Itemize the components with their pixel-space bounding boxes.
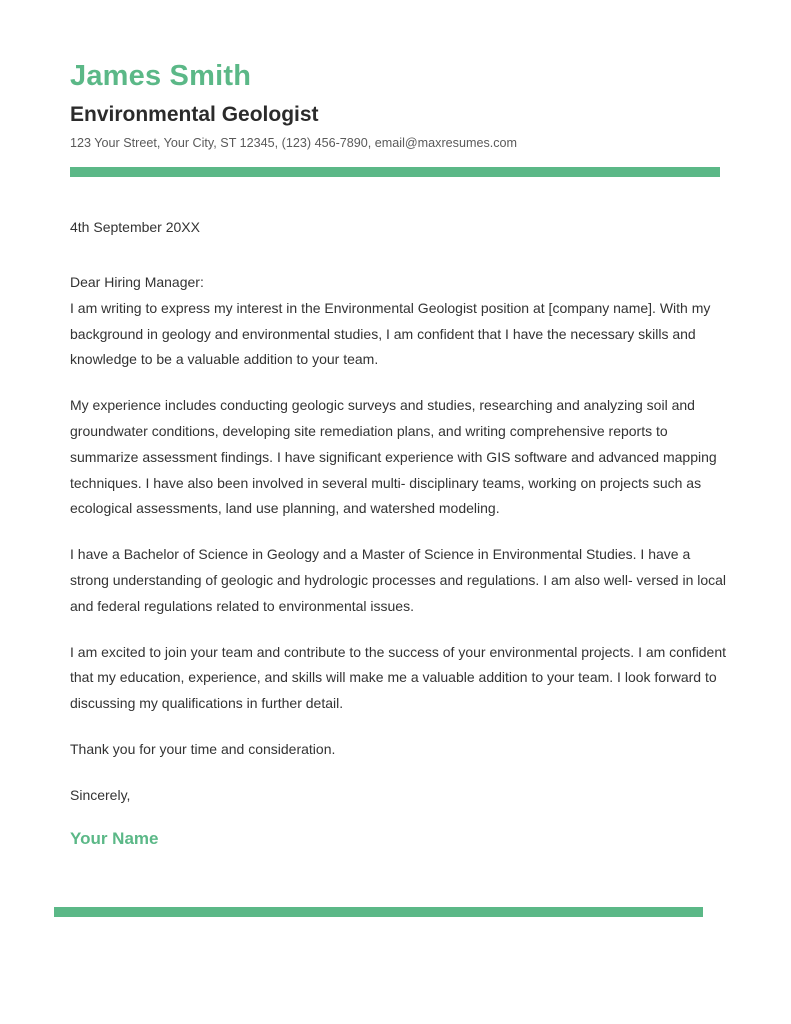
paragraph-education: I have a Bachelor of Science in Geology and a Master of Science in Environmental Studies. I have a strong understanding of geologic and hydrologic processes and regulations. I am also well- versed in local and federal regulations related to environmental issues. [70,546,727,614]
contact-info: 123 Your Street, Your City, ST 12345, (123) 456-7890, email@maxresumes.com [70,136,518,150]
sign-off: Sincerely, [70,786,131,803]
header-divider [70,167,720,177]
salutation: Dear Hiring Manager: [70,274,204,290]
applicant-name: James Smith [70,60,252,92]
paragraph-closing: I am excited to join your team and contribute to the success of your environmental projects. I am confident that my education, experience, and skills will make me a valuable addition to your team. I look forward to discussing my qualifications in further detail. [70,643,727,712]
paragraph-intro: I am writing to express my interest in the Environmental Geologist position at [company name]. With my background in geology and environmental studies, I am confident that I have the necessary skills and knowledge to be a valuable addition to your team. [70,299,711,368]
paragraph-experience: My experience includes conducting geologic surveys and studies, researching and analyzing soil and groundwater conditions, developing site remediation plans, and writing comprehensive reports to summarize assessment findings. I have significant experience with GIS software and advanced mapping techniques. I have also been involved in several multi- disciplinary teams, working on projects such as ecological assessments, land use planning, and watershed modeling. [70,397,717,517]
job-title: Environmental Geologist [70,103,319,126]
paragraph-thanks: Thank you for your time and consideration. [70,740,336,757]
footer-divider [54,907,703,917]
signature-name: Your Name [70,829,159,848]
letter-body [70,270,730,829]
letter-date: 4th September 20XX [70,219,200,235]
